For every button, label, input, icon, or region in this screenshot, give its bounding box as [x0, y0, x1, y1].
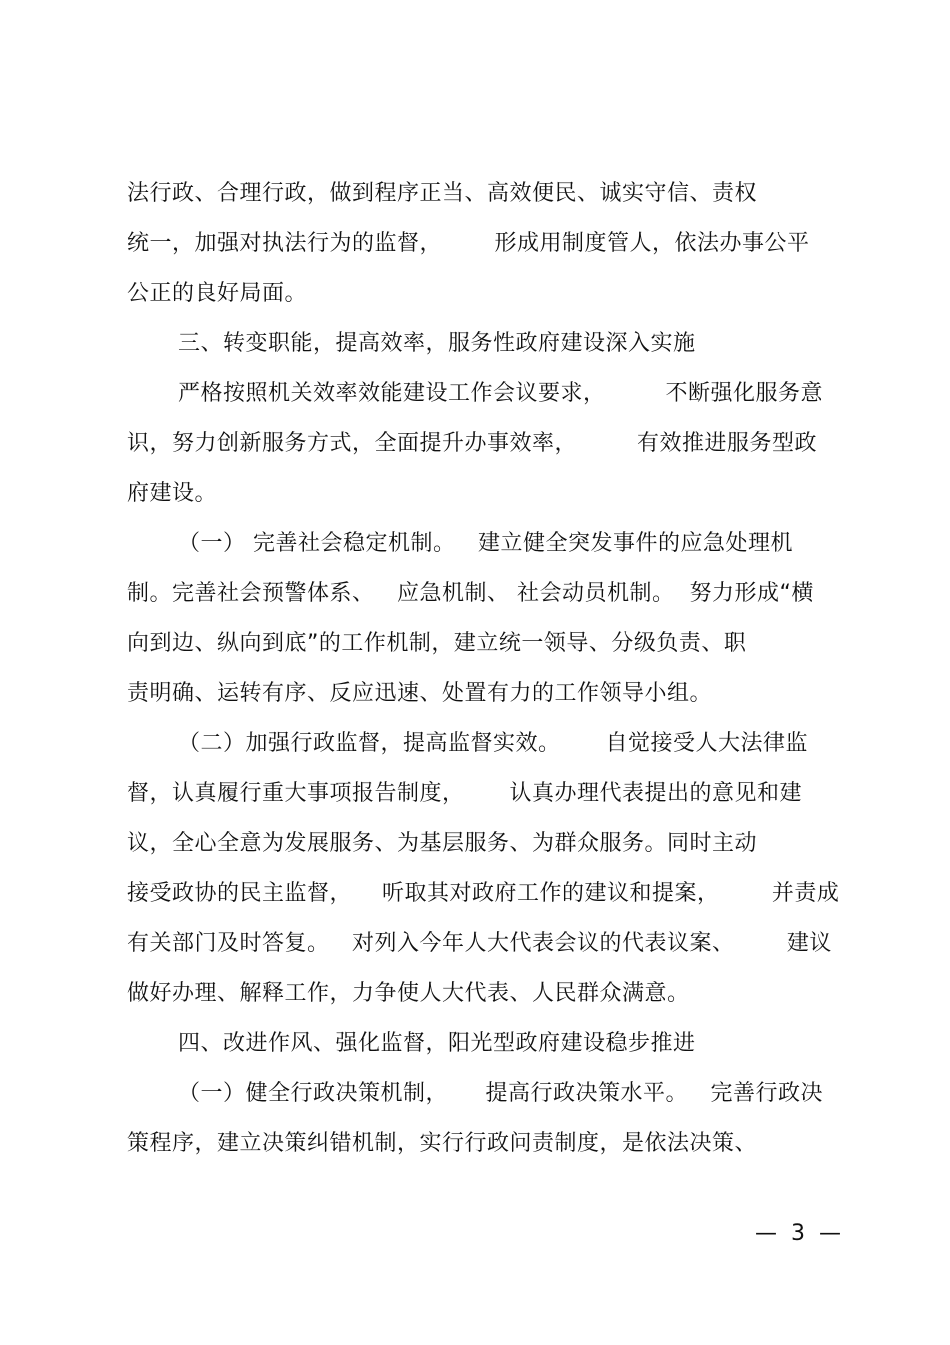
body-text-line: 向到边、纵向到底”的工作机制，建立统一领导、分级负责、职 [127, 631, 747, 656]
body-text-line: 议，全心全意为发展服务、为基层服务、为群众服务。同时主动 [127, 831, 758, 856]
body-text-line: （一）健全行政决策机制， 提高行政决策水平。 完善行政决 [178, 1081, 823, 1106]
body-text-line: （一） 完善社会稳定机制。 建立健全突发事件的应急处理机 [178, 531, 793, 556]
body-text-line: 法行政、合理行政，做到程序正当、高效便民、诚实守信、责权 [127, 181, 758, 206]
body-text-line: 责明确、运转有序、反应迅速、处置有力的工作领导小组。 [127, 681, 713, 706]
body-text-line: 督，认真履行重大事项报告制度， 认真办理代表提出的意见和建 [127, 781, 802, 806]
body-text-line: 有关部门及时答复。 对列入今年人大代表会议的代表议案、 建议 [127, 931, 832, 956]
section-heading: 三、转变职能，提高效率，服务性政府建设深入实施 [178, 331, 696, 356]
page-number: — 3 — [755, 1221, 841, 1246]
body-text-line: 制。完善社会预警体系、 应急机制、 社会动员机制。 努力形成“横 [127, 581, 814, 606]
body-text-line: 做好办理、解释工作，力争使人大代表、人民群众满意。 [127, 981, 690, 1006]
body-text-line: 识，努力创新服务方式，全面提升办事效率， 有效推进服务型政 [127, 431, 817, 456]
body-text-line: 严格按照机关效率效能建设工作会议要求， 不断强化服务意 [178, 381, 823, 406]
body-text-line: 策程序，建立决策纠错机制，实行行政问责制度，是依法决策、 [127, 1131, 758, 1156]
body-text-line: 统一，加强对执法行为的监督， 形成用制度管人，依法办事公平 [127, 231, 810, 256]
section-heading: 四、改进作风、强化监督，阳光型政府建设稳步推进 [178, 1031, 696, 1056]
body-text-line: （二）加强行政监督，提高监督实效。 自觉接受人大法律监 [178, 731, 808, 756]
body-text-line: 接受政协的民主监督， 听取其对政府工作的建议和提案， 并责成 [127, 881, 840, 906]
body-text-line: 府建设。 [127, 481, 218, 506]
body-text-line: 公正的良好局面。 [127, 281, 308, 306]
